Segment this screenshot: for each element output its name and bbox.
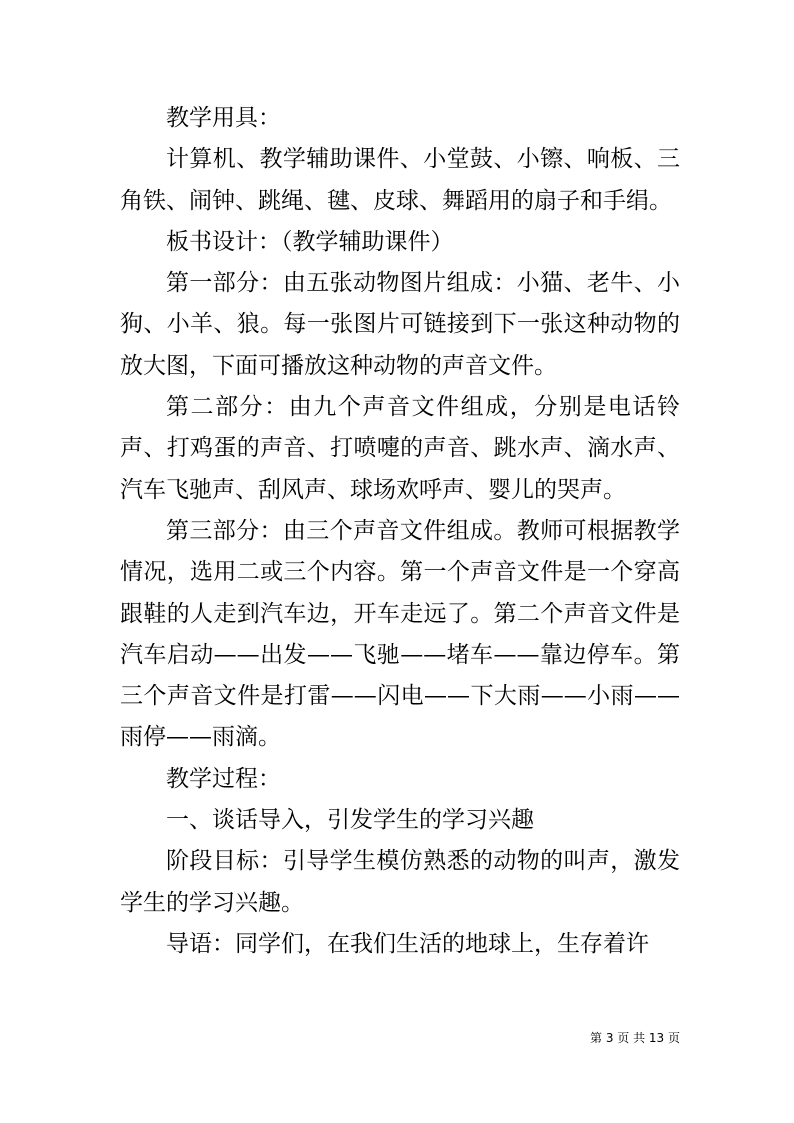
paragraph-part-two: 第二部分：由九个声音文件组成，分别是电话铃声、打鸡蛋的声音、打喷嚏的声音、跳水声、滴水声、汽车飞驰声、刮风声、球场欢呼声、婴儿的哭声。 xyxy=(120,394,680,503)
paragraph-introduction: 导语：同学们，在我们生活的地球上，生存着许 xyxy=(166,930,649,957)
paragraph-teaching-tools-list: 计算机、教学辅助课件、小堂鼓、小镲、响板、三角铁、闹钟、跳绳、毽、皮球、舞蹈用的扇子和手绢。 xyxy=(120,146,680,214)
document-body xyxy=(120,98,680,965)
heading-teaching-tools: 教学用具： xyxy=(166,105,281,131)
heading-section-one: 一、谈话导入，引发学生的学习兴趣 xyxy=(166,807,534,834)
heading-board-design: 板书设计：（教学辅助课件） xyxy=(166,228,454,255)
paragraph-part-one: 第一部分：由五张动物图片组成：小猫、老牛、小狗、小羊、狼。每一张图片可链接到下一张这种动物的放大图，下面可播放这种动物的声音文件。 xyxy=(120,270,680,379)
paragraph-part-three: 第三部分：由三个声音文件组成。教师可根据教学情况，选用二或三个内容。第一个声音文件是一个穿高跟鞋的人走到汽车边，开车走远了。第二个声音文件是汽车启动——出发——飞驰——堵车——靠边停车。第三个声音文件是打雷——闪电——下大雨——小雨——雨停——雨滴。 xyxy=(120,517,680,751)
paragraph-stage-goal: 阶段目标：引导学生模仿熟悉的动物的叫声，激发学生的学习兴趣。 xyxy=(120,848,680,916)
heading-teaching-process: 教学过程： xyxy=(166,765,281,792)
page-number-footer: 第 3 页 共 13 页 xyxy=(590,1031,680,1045)
